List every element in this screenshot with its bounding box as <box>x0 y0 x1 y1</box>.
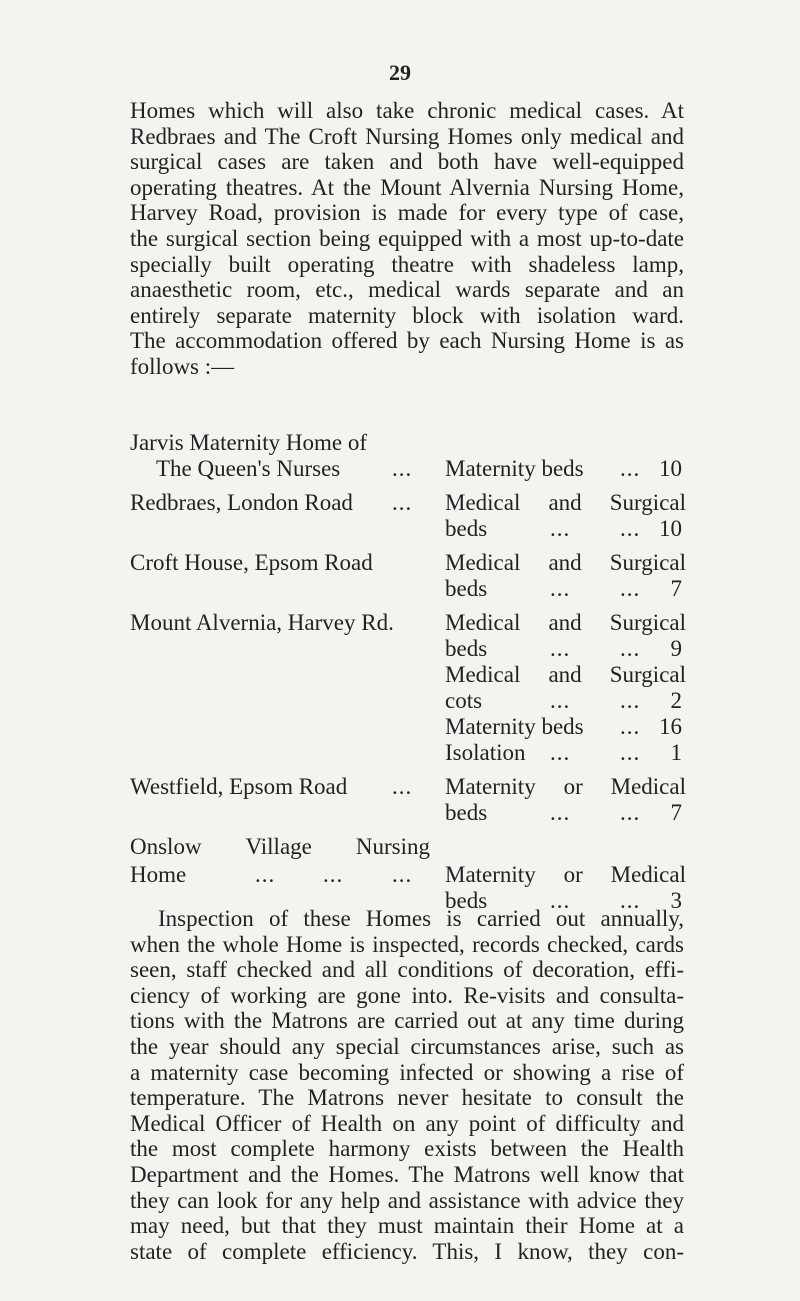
bed-count: 10 <box>659 516 682 541</box>
bed-type-word: and <box>548 490 582 515</box>
body-line: Inspection of these Homes is carried out annually, <box>158 906 684 931</box>
table-row <box>130 636 686 662</box>
leader-dots: ... <box>620 800 641 825</box>
body-line: the year should any special circumstances arise, such as <box>130 1033 684 1059</box>
table-row <box>130 714 686 740</box>
intro-line: follows :— <box>130 353 235 379</box>
body-line: when the whole Home is inspected, records checked, cards <box>130 931 684 957</box>
bed-type <box>445 662 686 688</box>
leader-dots: ... <box>392 774 413 799</box>
body-line: a maternity case becoming infected or showing a rise of <box>130 1059 684 1085</box>
leader-dots: ... <box>255 862 276 887</box>
bed-type <box>445 610 686 636</box>
body-line: the most complete harmony exists between the Health <box>130 1136 684 1162</box>
table-row <box>130 688 686 714</box>
bed-count: 9 <box>670 636 682 661</box>
home-name <box>130 834 430 860</box>
table-row <box>130 662 686 688</box>
table-row <box>130 490 686 516</box>
leader-dots: ... <box>620 576 641 601</box>
bed-type-word: Medical <box>445 610 521 635</box>
body-line: tions with the Matrons are carried out at any time during <box>130 1008 684 1034</box>
bed-type <box>445 774 686 800</box>
table-row <box>130 862 686 888</box>
bed-type-word: Surgical <box>609 550 686 575</box>
bed-count: 3 <box>670 888 682 913</box>
bed-type: beds <box>445 576 488 601</box>
intro-line: operating theatres. At the Mount Alvernia Nursing Home, <box>130 174 684 200</box>
home-name: The Queen's Nurses <box>156 456 341 481</box>
bed-type: cots <box>445 688 483 713</box>
bed-type-word: Medical <box>445 662 521 687</box>
bed-type <box>445 862 686 888</box>
table-row <box>130 740 686 766</box>
bed-type: beds <box>445 800 488 825</box>
intro-line: surgical cases are taken and both have well-equipped <box>130 149 684 175</box>
bed-count: 10 <box>659 456 682 481</box>
table-row <box>130 576 686 602</box>
leader-dots: ... <box>620 714 641 739</box>
intro-line: anaesthetic room, etc., medical wards separate and an <box>130 277 684 303</box>
bed-type-word: Medical <box>445 490 521 515</box>
leader-dots: ... <box>550 576 571 601</box>
body-line: ciency of working are gone into. Re-visits and consulta- <box>130 982 684 1008</box>
leader-dots: ... <box>550 800 571 825</box>
bed-type: Isolation <box>445 740 526 765</box>
leader-dots: ... <box>392 490 413 515</box>
leader-dots: ... <box>620 740 641 765</box>
body-line: may need, but that they must maintain their Home at a <box>130 1213 684 1239</box>
body-paragraph <box>130 906 684 1264</box>
intro-line: The accommodation offered by each Nursing Home is as <box>130 328 684 354</box>
body-line: temperature. The Matrons never hesitate to consult the <box>130 1085 684 1111</box>
bed-type-word: or <box>563 774 583 799</box>
body-line: Department and the Homes. The Matrons well know that <box>130 1161 684 1187</box>
bed-type-word: or <box>563 862 583 887</box>
leader-dots: ... <box>550 740 571 765</box>
body-line: state of complete efficiency. This, I know, they con- <box>130 1238 684 1264</box>
page-number: 29 <box>389 60 411 85</box>
table-row <box>130 456 686 482</box>
home-name: Home <box>130 862 187 887</box>
leader-dots: ... <box>550 636 571 661</box>
intro-paragraph <box>130 98 684 380</box>
leader-dots: ... <box>392 862 413 887</box>
table-row <box>130 774 686 800</box>
bed-count: 1 <box>670 740 682 765</box>
leader-dots: ... <box>392 456 413 481</box>
leader-dots: ... <box>620 888 641 913</box>
bed-type-word: Surgical <box>609 662 686 687</box>
leader-dots: ... <box>550 688 571 713</box>
home-name: Jarvis Maternity Home of <box>130 430 367 455</box>
bed-type-word: Medical <box>610 862 686 887</box>
intro-line: specially built operating theatre with shadeless lamp, <box>130 251 684 277</box>
body-line: Medical Officer of Health on any point of difficulty and <box>130 1110 684 1136</box>
table-row <box>130 516 686 542</box>
bed-type-word: and <box>548 662 582 687</box>
bed-type-word: and <box>548 610 582 635</box>
bed-type-word: Medical <box>445 550 521 575</box>
leader-dots: ... <box>620 516 641 541</box>
table-row <box>130 800 686 826</box>
home-name: Westfield, Epsom Road <box>130 774 348 799</box>
intro-line: Redbraes and The Croft Nursing Homes only medical and <box>130 123 684 149</box>
bed-type: Maternity beds <box>445 714 584 739</box>
home-name-word: Nursing <box>355 834 430 859</box>
leader-dots: ... <box>323 862 344 887</box>
intro-line: the surgical section being equipped with a most up-to-date <box>130 225 684 251</box>
table-row <box>130 430 686 456</box>
home-name-word: Onslow <box>130 834 202 859</box>
home-name: Mount Alvernia, Harvey Rd. <box>130 610 394 635</box>
home-name-word: Village <box>245 834 312 859</box>
body-line: they can look for any help and assistance with advice they <box>130 1187 684 1213</box>
intro-line: entirely separate maternity block with isolation ward. <box>130 302 684 328</box>
bed-type: beds <box>445 636 488 661</box>
home-name: Redbraes, London Road <box>130 490 353 515</box>
bed-type-word: Surgical <box>609 490 686 515</box>
leader-dots: ... <box>620 456 641 481</box>
bed-type: beds <box>445 888 488 913</box>
bed-type <box>445 550 686 576</box>
bed-type-word: Maternity <box>445 862 536 887</box>
bed-count: 16 <box>659 714 682 739</box>
intro-line: Harvey Road, provision is made for every type of case, <box>130 200 684 226</box>
bed-type: Maternity beds <box>445 456 584 481</box>
body-line: seen, staff checked and all conditions of decoration, effi- <box>130 957 684 983</box>
bed-count: 7 <box>670 800 682 825</box>
bed-type <box>445 490 686 516</box>
home-name: Croft House, Epsom Road <box>130 550 373 575</box>
bed-type-word: Surgical <box>609 610 686 635</box>
bed-count: 2 <box>670 688 682 713</box>
leader-dots: ... <box>620 688 641 713</box>
bed-type: beds <box>445 516 488 541</box>
leader-dots: ... <box>550 888 571 913</box>
bed-type-word: Medical <box>610 774 686 799</box>
table-row <box>130 834 686 860</box>
intro-line: Homes which will also take chronic medical cases. At <box>130 98 684 123</box>
table-row <box>130 550 686 576</box>
table-row <box>130 610 686 636</box>
bed-type-word: and <box>548 550 582 575</box>
leader-dots: ... <box>550 516 571 541</box>
bed-count: 7 <box>670 576 682 601</box>
bed-type-word: Maternity <box>445 774 536 799</box>
leader-dots: ... <box>620 636 641 661</box>
